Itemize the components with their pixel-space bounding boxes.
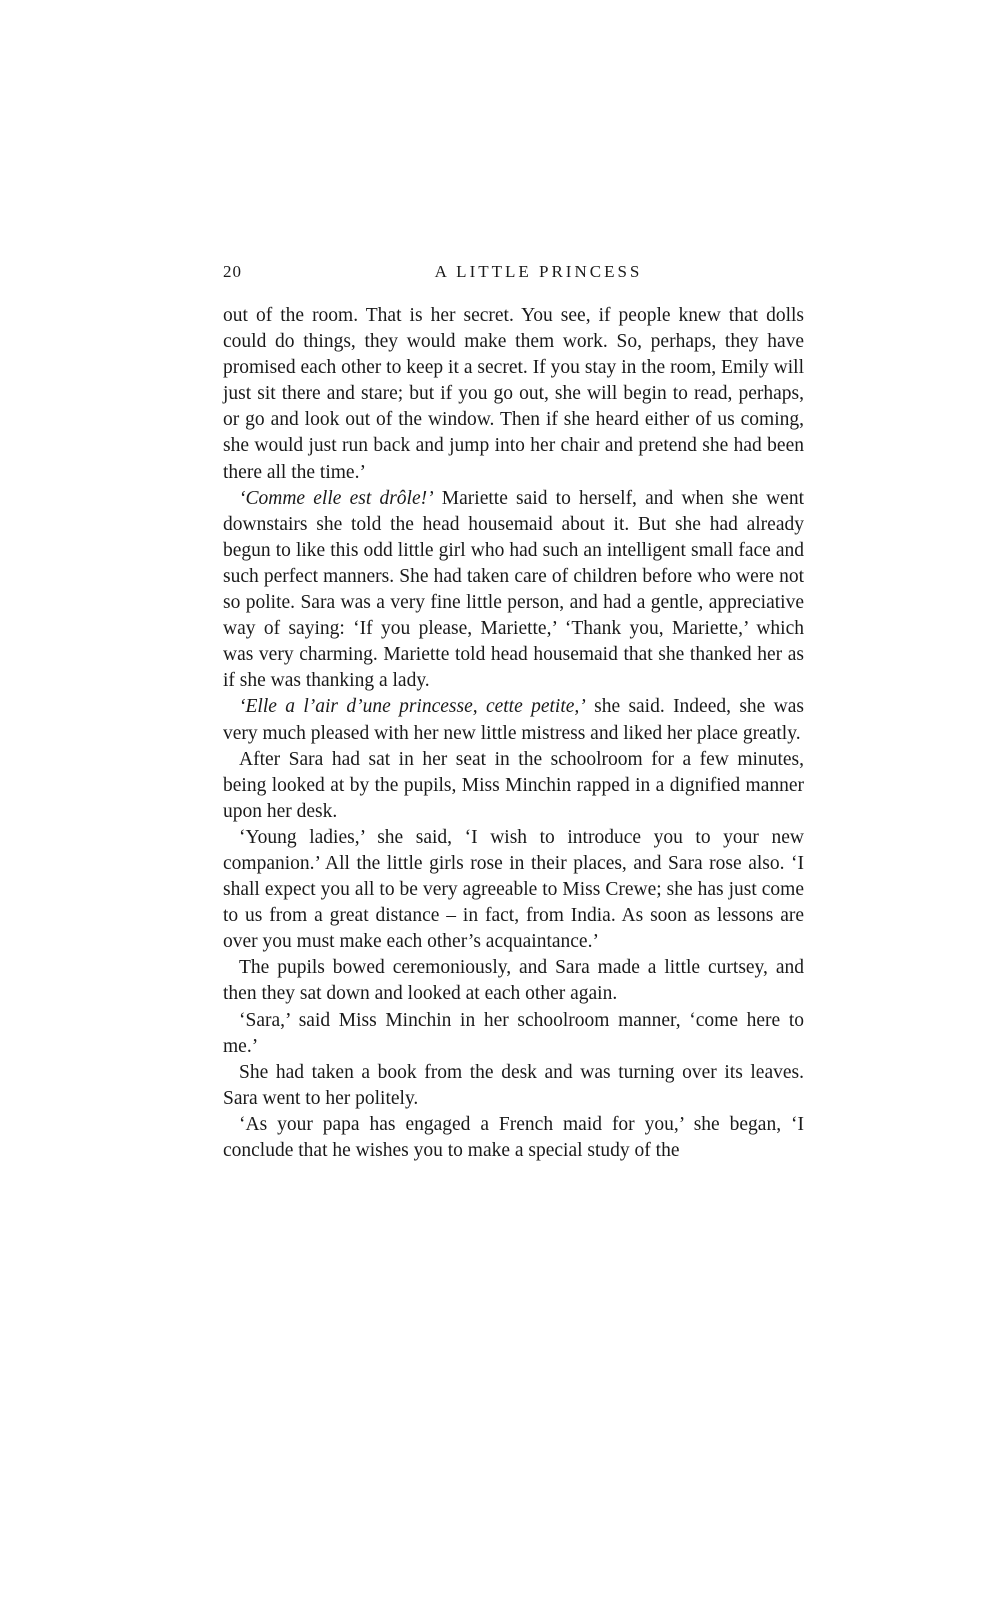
page-number: 20 (223, 262, 242, 281)
book-page (223, 262, 804, 1164)
paragraph-9 (223, 1112, 804, 1164)
paragraph-4 (223, 747, 804, 825)
paragraph-text: Mariette said to herself, and when she went downstairs she told the head housemaid about it. But she had already begun to like this odd little girl who had such an intelligent small face and such perfect manners. She had taken care of children before who were not so polite. Sara was a very fine little person, and had a gentle, appreciative way of saying: ‘If you please, Mariette,’ ‘Thank you, Mariette,’ which was very charming. Mariette told head housemaid that she thanked her as if she was thanking a lady. (223, 487, 804, 692)
paragraph-text: ‘Sara,’ said Miss Minchin in her schoolroom manner, ‘come here to me.’ (223, 1009, 804, 1057)
paragraph-5 (223, 825, 804, 955)
body-text (223, 303, 804, 1164)
french-quote: ‘Elle a l’air d’une princesse, cette petite,’ (239, 696, 586, 718)
paragraph-text: She had taken a book from the desk and was turning over its leaves. Sara went to her politely. (223, 1061, 804, 1109)
french-quote: ‘Comme elle est drôle!’ (239, 487, 434, 509)
paragraph-text: out of the room. That is her secret. You see, if people knew that dolls could do things, they would make them work. So, perhaps, they have promised each other to keep it a secret. If you stay in the room, Emily will just sit there and stare; but if you go out, she will begin to read, perhaps, or go and look out of the window. Then if she heard either of us coming, she would just run back and jump into her chair and pretend she had been there all the time.’ (223, 305, 804, 483)
paragraph-2 (223, 486, 804, 695)
book-title: A LITTLE PRINCESS (434, 262, 643, 281)
paragraph-3 (223, 694, 804, 746)
paragraph-6 (223, 955, 804, 1007)
paragraph-text: ‘As your papa has engaged a French maid for you,’ she began, ‘I conclude that he wishes you to make a special study of the (223, 1113, 804, 1161)
paragraph-text: she said. Indeed, she was very much pleased with her new little mistress and liked her place greatly. (223, 696, 804, 744)
paragraph-text: After Sara had sat in her seat in the schoolroom for a few minutes, being looked at by the pupils, Miss Minchin rapped in a dignified manner upon her desk. (223, 748, 804, 822)
paragraph-7 (223, 1008, 804, 1060)
paragraph-1 (223, 303, 804, 486)
paragraph-text: The pupils bowed ceremoniously, and Sara made a little curtsey, and then they sat down and looked at each other again. (223, 957, 804, 1005)
paragraph-8 (223, 1060, 804, 1112)
paragraph-text: ‘Young ladies,’ she said, ‘I wish to introduce you to your new companion.’ All the little girls rose in their places, and Sara rose also. ‘I shall expect you all to be very agreeable to Miss Crewe; she has just come to us from a great distance – in fact, from India. As soon as lessons are over you must make each other’s acquaintance.’ (223, 826, 804, 953)
running-head (223, 262, 804, 292)
